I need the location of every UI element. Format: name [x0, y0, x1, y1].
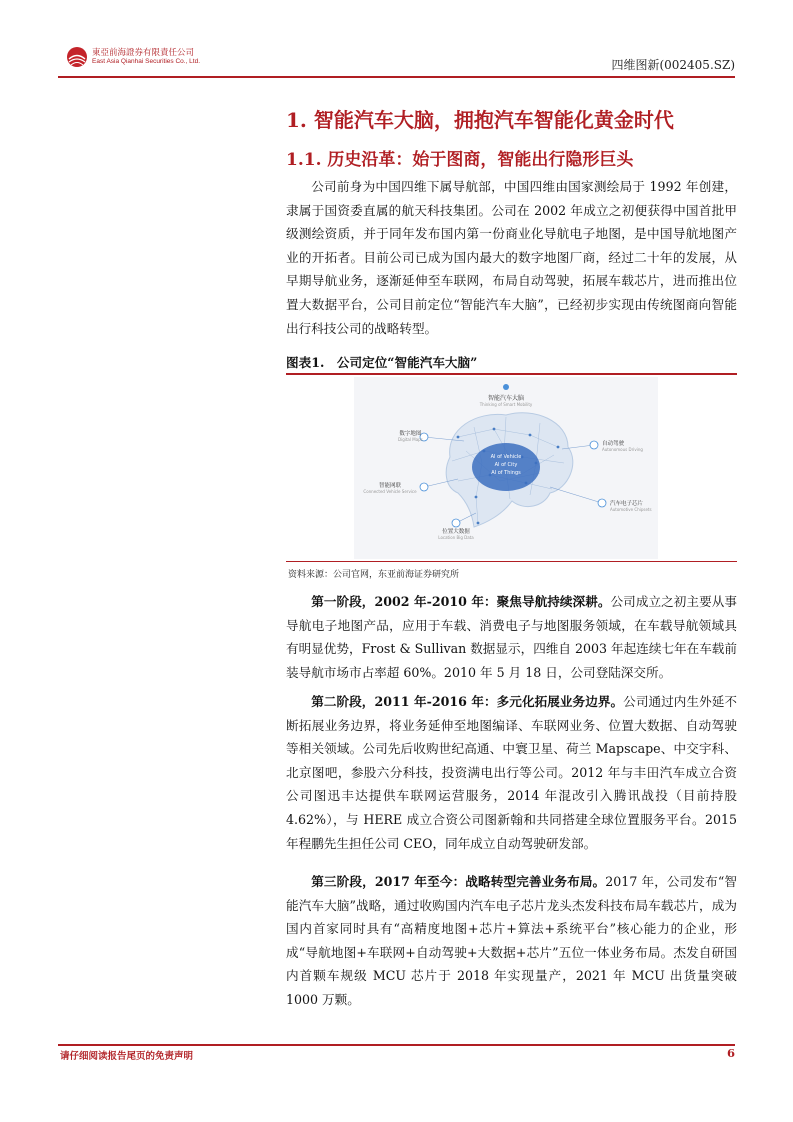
header-divider — [58, 76, 735, 78]
subsection-heading: 1.1. 历史沿革：始于图商，智能出行隐形巨头 — [286, 150, 634, 170]
node-digital-maps: 数字地图 Digital Maps — [398, 431, 423, 442]
report-code: 四维图新(002405.SZ) — [611, 58, 735, 72]
node-automotive-chipsets: 汽车电子芯片 Automotive Chipsets — [610, 501, 652, 512]
node-autonomous-driving: 自动驾驶 Autonomous Driving — [602, 441, 643, 452]
figure-diagram — [354, 377, 658, 559]
stage-3-paragraph — [286, 870, 737, 1012]
logo-mark-icon — [66, 46, 88, 68]
section-heading: 1. 智能汽车大脑，拥抱汽车智能化黄金时代 — [286, 108, 674, 132]
company-name-en: East Asia Qianhai Securities Co., Ltd. — [92, 58, 201, 65]
stage-1-lead: 第一阶段，2002 年-2010 年：聚焦导航持续深耕。 — [311, 594, 611, 609]
top-dot-icon — [503, 384, 509, 390]
figure-title: 图表1. 公司定位“智能汽车大脑” — [286, 355, 478, 370]
footer-divider — [58, 1044, 735, 1046]
figure-source: 资料来源：公司官网，东亚前海证券研究所 — [288, 570, 460, 580]
steering-wheel-icon — [590, 441, 598, 449]
figure-bottom-rule — [286, 561, 737, 562]
stage-2-lead: 第二阶段，2011 年-2016 年：多元化拓展业务边界。 — [311, 694, 624, 709]
stage-3-text: 2017 年，公司发布“智能汽车大脑”战略，通过收购国内汽车电子芯片龙头杰发科技布局车载芯片，成为国内首家同时具有“高精度地图+芯片+算法+系统平台”核心能力的企业，形成“导航地图+车联网+自动驾驶+大数据+芯片”五位一体业务布局。杰发自研国内首颗车规级 MCU 芯片于 2018 年实现量产，2021 年 MCU 出货量突破 1000 万颗。 — [286, 874, 737, 1007]
node-location-big-data: 位置大数据 Location Big Data — [438, 529, 474, 540]
intro-paragraph: 公司前身为中国四维下属导航部，中国四维由国家测绘局于 1992 年创建，隶属于国资委直属的航天科技集团。公司在 2002 年成立之初便获得中国首批甲级测绘资质，并于同年发布国内第一份商业化导航电子地图，是中国导航地图产业的开拓者。目前公司已成为国内最大的数字地图厂商，经过二十年的发展，从早期导航业务，逐渐延伸至车联网，布局自动驾驶，拓展车载芯片，进而推出位置大数据平台，公司目前定位“智能汽车大脑”，已经初步实现由传统图商向智能出行科技公司的战略转型。 — [286, 179, 737, 336]
stage-2-paragraph — [286, 690, 737, 855]
stage-2-text: 公司通过内生外延不断拓展业务边界，将业务延伸至地图编译、车联网业务、位置大数据、自动驾驶等相关领域。公司先后收购世纪高通、中寰卫星、荷兰 Mapscape、中交宇科、北京图吧，参股六分科技，投资满电出行等公司。2012 年与丰田汽车成立合资公司图迅丰达提供车联网运营服务，2014 年混改引入腾讯战投（目前持股 4.62%），与 HERE 成立合资公司图新翰和共同搭建全球位置服务平台。2015 年程鹏先生担任公司 CEO，同年成立自动驾驶研发部。 — [286, 694, 737, 851]
core-labels: AI of Vehicle AI of City AI of Things — [490, 454, 522, 476]
stage-1-text: 公司成立之初主要从事导航电子地图产品，应用于车载、消费电子与地图服务领域，在车载导航领域具有明显优势，Frost & Sullivan 数据显示，四维自 2003 年起连续七年在车载前装导航市场市占率超 60%。2010 年 5 月 18 日，公司登陆深交所。 — [286, 594, 737, 680]
stage-1-paragraph — [286, 590, 737, 684]
diagram-title: 智能汽车大脑 Thinking of Smart Mobility — [479, 395, 533, 407]
figure-top-rule — [286, 373, 737, 375]
footer-disclaimer: 请仔细阅读报告尾页的免责声明 — [60, 1051, 194, 1062]
chip-icon — [598, 499, 606, 507]
connected-car-icon — [420, 483, 428, 491]
company-name-cn: 東亞前海證券有限責任公司 — [92, 48, 195, 58]
location-pin-icon — [452, 519, 460, 527]
page-number: 6 — [726, 1046, 735, 1060]
stage-3-lead: 第三阶段，2017 年至今：战略转型完善业务布局。 — [311, 874, 606, 889]
company-logo — [66, 44, 216, 70]
node-connected-vehicle: 智能网联 Connected Vehicle Service — [363, 483, 417, 494]
